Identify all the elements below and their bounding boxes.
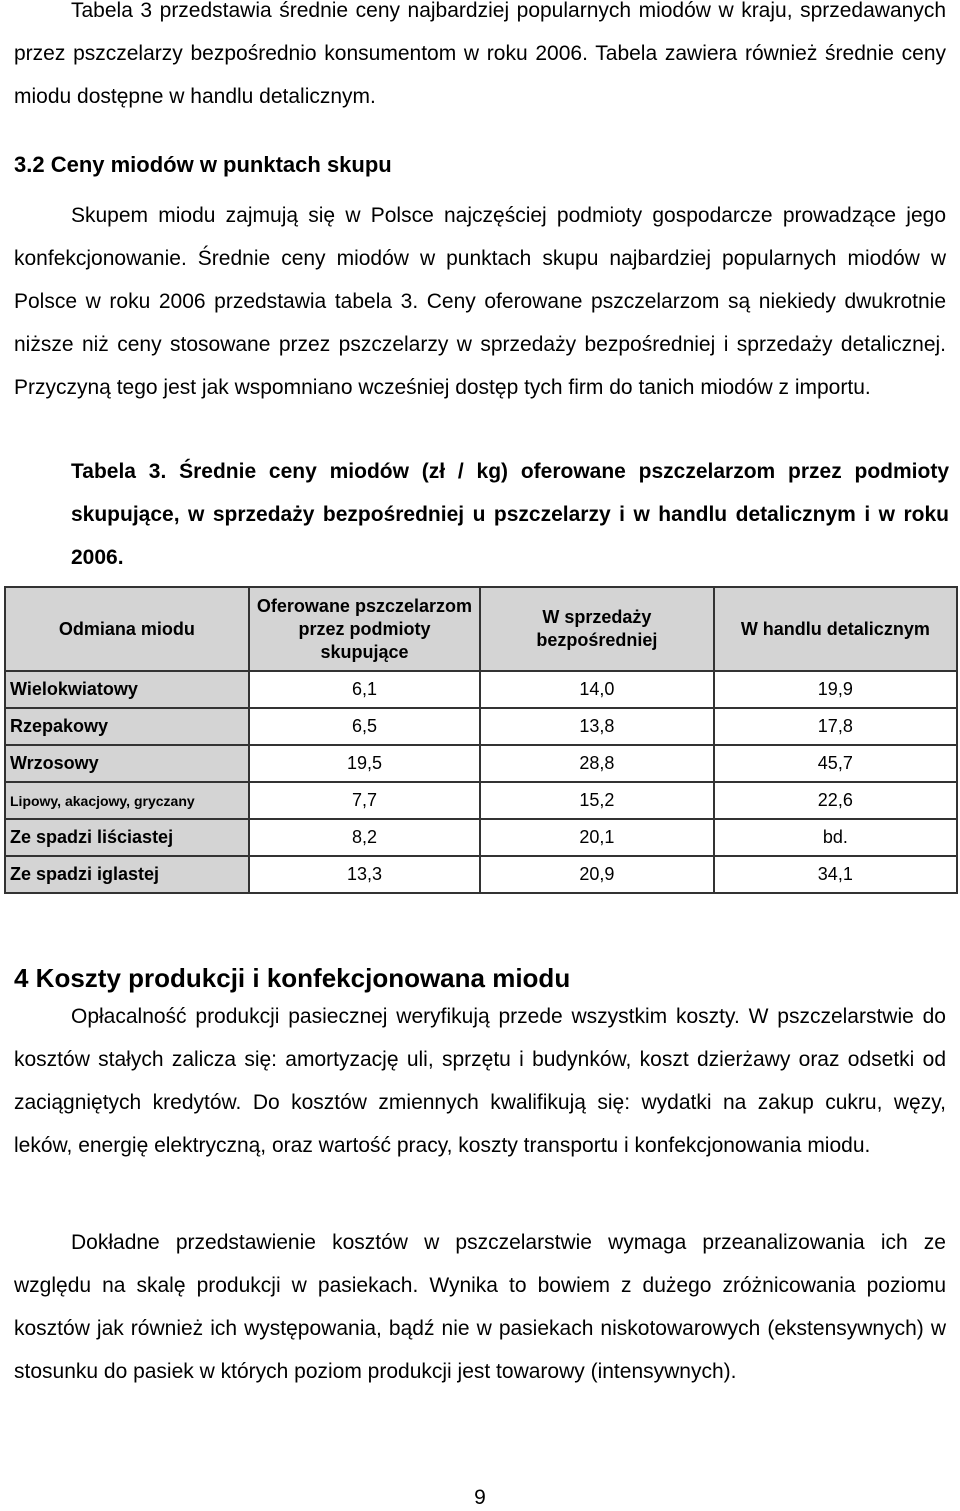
- cell-direct-sale: 20,1: [480, 819, 713, 856]
- cell-direct-sale: 15,2: [480, 782, 713, 819]
- honey-prices-table: [4, 586, 958, 894]
- table-row: [5, 782, 957, 819]
- cell-retail: 19,9: [714, 671, 957, 708]
- table-caption: Tabela 3. Średnie ceny miodów (zł / kg) oferowane pszczelarzom przez podmioty skupujące, w sprzedaży bezpośredniej u pszczelarzy i w handlu detalicznym i w roku 2006.: [71, 460, 949, 569]
- row-name: Ze spadzi iglastej: [5, 856, 249, 893]
- row-name: Rzepakowy: [5, 708, 249, 745]
- header-variety: Odmiana miodu: [5, 587, 249, 671]
- section-3-2-heading: 3.2 Ceny miodów w punktach skupu: [14, 152, 392, 177]
- table-row: [5, 745, 957, 782]
- cell-retail: 45,7: [714, 745, 957, 782]
- intro-paragraph: Tabela 3 przedstawia średnie ceny najbardziej popularnych miodów w kraju, sprzedawanych przez pszczelarzy bezpośrednio konsumentom w roku 2006. Tabela zawiera również średnie ceny miodu dostępne w handlu detalicznym.: [14, 0, 946, 108]
- cell-direct-sale: 14,0: [480, 671, 713, 708]
- header-buyer-price: Oferowane pszczelarzom przez podmioty skupujące: [249, 587, 480, 671]
- cell-direct-sale: 13,8: [480, 708, 713, 745]
- cell-retail: bd.: [714, 819, 957, 856]
- table-row: [5, 819, 957, 856]
- cell-retail: 22,6: [714, 782, 957, 819]
- cell-buyer-price: 7,7: [249, 782, 480, 819]
- row-name: Wrzosowy: [5, 745, 249, 782]
- section-4-paragraph-2: Dokładne przedstawienie kosztów w pszczelarstwie wymaga przeanalizowania ich ze względu na skalę produkcji w pasiekach. Wynika to bowiem z dużego zróżnicowania poziomu kosztów jak również ich występowania, bądź nie w pasiekach niskotowarowych (ekstensywnych) w stosunku do pasiek w których poziom produkcji jest towarowy (intensywnych).: [14, 1231, 946, 1383]
- cell-direct-sale: 20,9: [480, 856, 713, 893]
- cell-retail: 17,8: [714, 708, 957, 745]
- section-3-2-paragraph: Skupem miodu zajmują się w Polsce najczęściej podmioty gospodarcze prowadzące jego konfekcjonowanie. Średnie ceny miodów w punktach skupu najbardziej popularnych miodów w Polsce w roku 2006 przedstawia tabela 3. Ceny oferowane pszczelarzom są niekiedy dwukrotnie niższe niż ceny stosowane przez pszczelarzy w sprzedaży bezpośredniej i sprzedaży detalicznej. Przyczyną tego jest jak wspomniano wcześniej dostęp tych firm do tanich miodów z importu.: [14, 204, 946, 399]
- table-row: [5, 708, 957, 745]
- page-number: 9: [474, 1486, 486, 1509]
- cell-retail: 34,1: [714, 856, 957, 893]
- header-retail: W handlu detalicznym: [714, 587, 957, 671]
- cell-direct-sale: 28,8: [480, 745, 713, 782]
- row-name: Lipowy, akacjowy, gryczany: [5, 782, 249, 819]
- table-header-row: [5, 587, 957, 671]
- table-row: [5, 856, 957, 893]
- cell-buyer-price: 8,2: [249, 819, 480, 856]
- cell-buyer-price: 19,5: [249, 745, 480, 782]
- header-direct-sale: W sprzedaży bezpośredniej: [480, 587, 713, 671]
- cell-buyer-price: 6,5: [249, 708, 480, 745]
- cell-buyer-price: 13,3: [249, 856, 480, 893]
- row-name: Ze spadzi liściastej: [5, 819, 249, 856]
- section-4-heading: 4 Koszty produkcji i konfekcjonowana miodu: [14, 963, 571, 993]
- table-row: [5, 671, 957, 708]
- row-name: Wielokwiatowy: [5, 671, 249, 708]
- section-4-paragraph-1: Opłacalność produkcji pasiecznej weryfikują przede wszystkim koszty. W pszczelarstwie do kosztów stałych zalicza się: amortyzację uli, sprzętu i budynków, koszt dzierżawy oraz odsetki od zaciągniętych kredytów. Do kosztów zmiennych kwalifikują się: wydatki na zakup cukru, węzy, leków, energię elektryczną, oraz wartość pracy, koszty transportu i konfekcjonowania miodu.: [14, 1005, 946, 1157]
- cell-buyer-price: 6,1: [249, 671, 480, 708]
